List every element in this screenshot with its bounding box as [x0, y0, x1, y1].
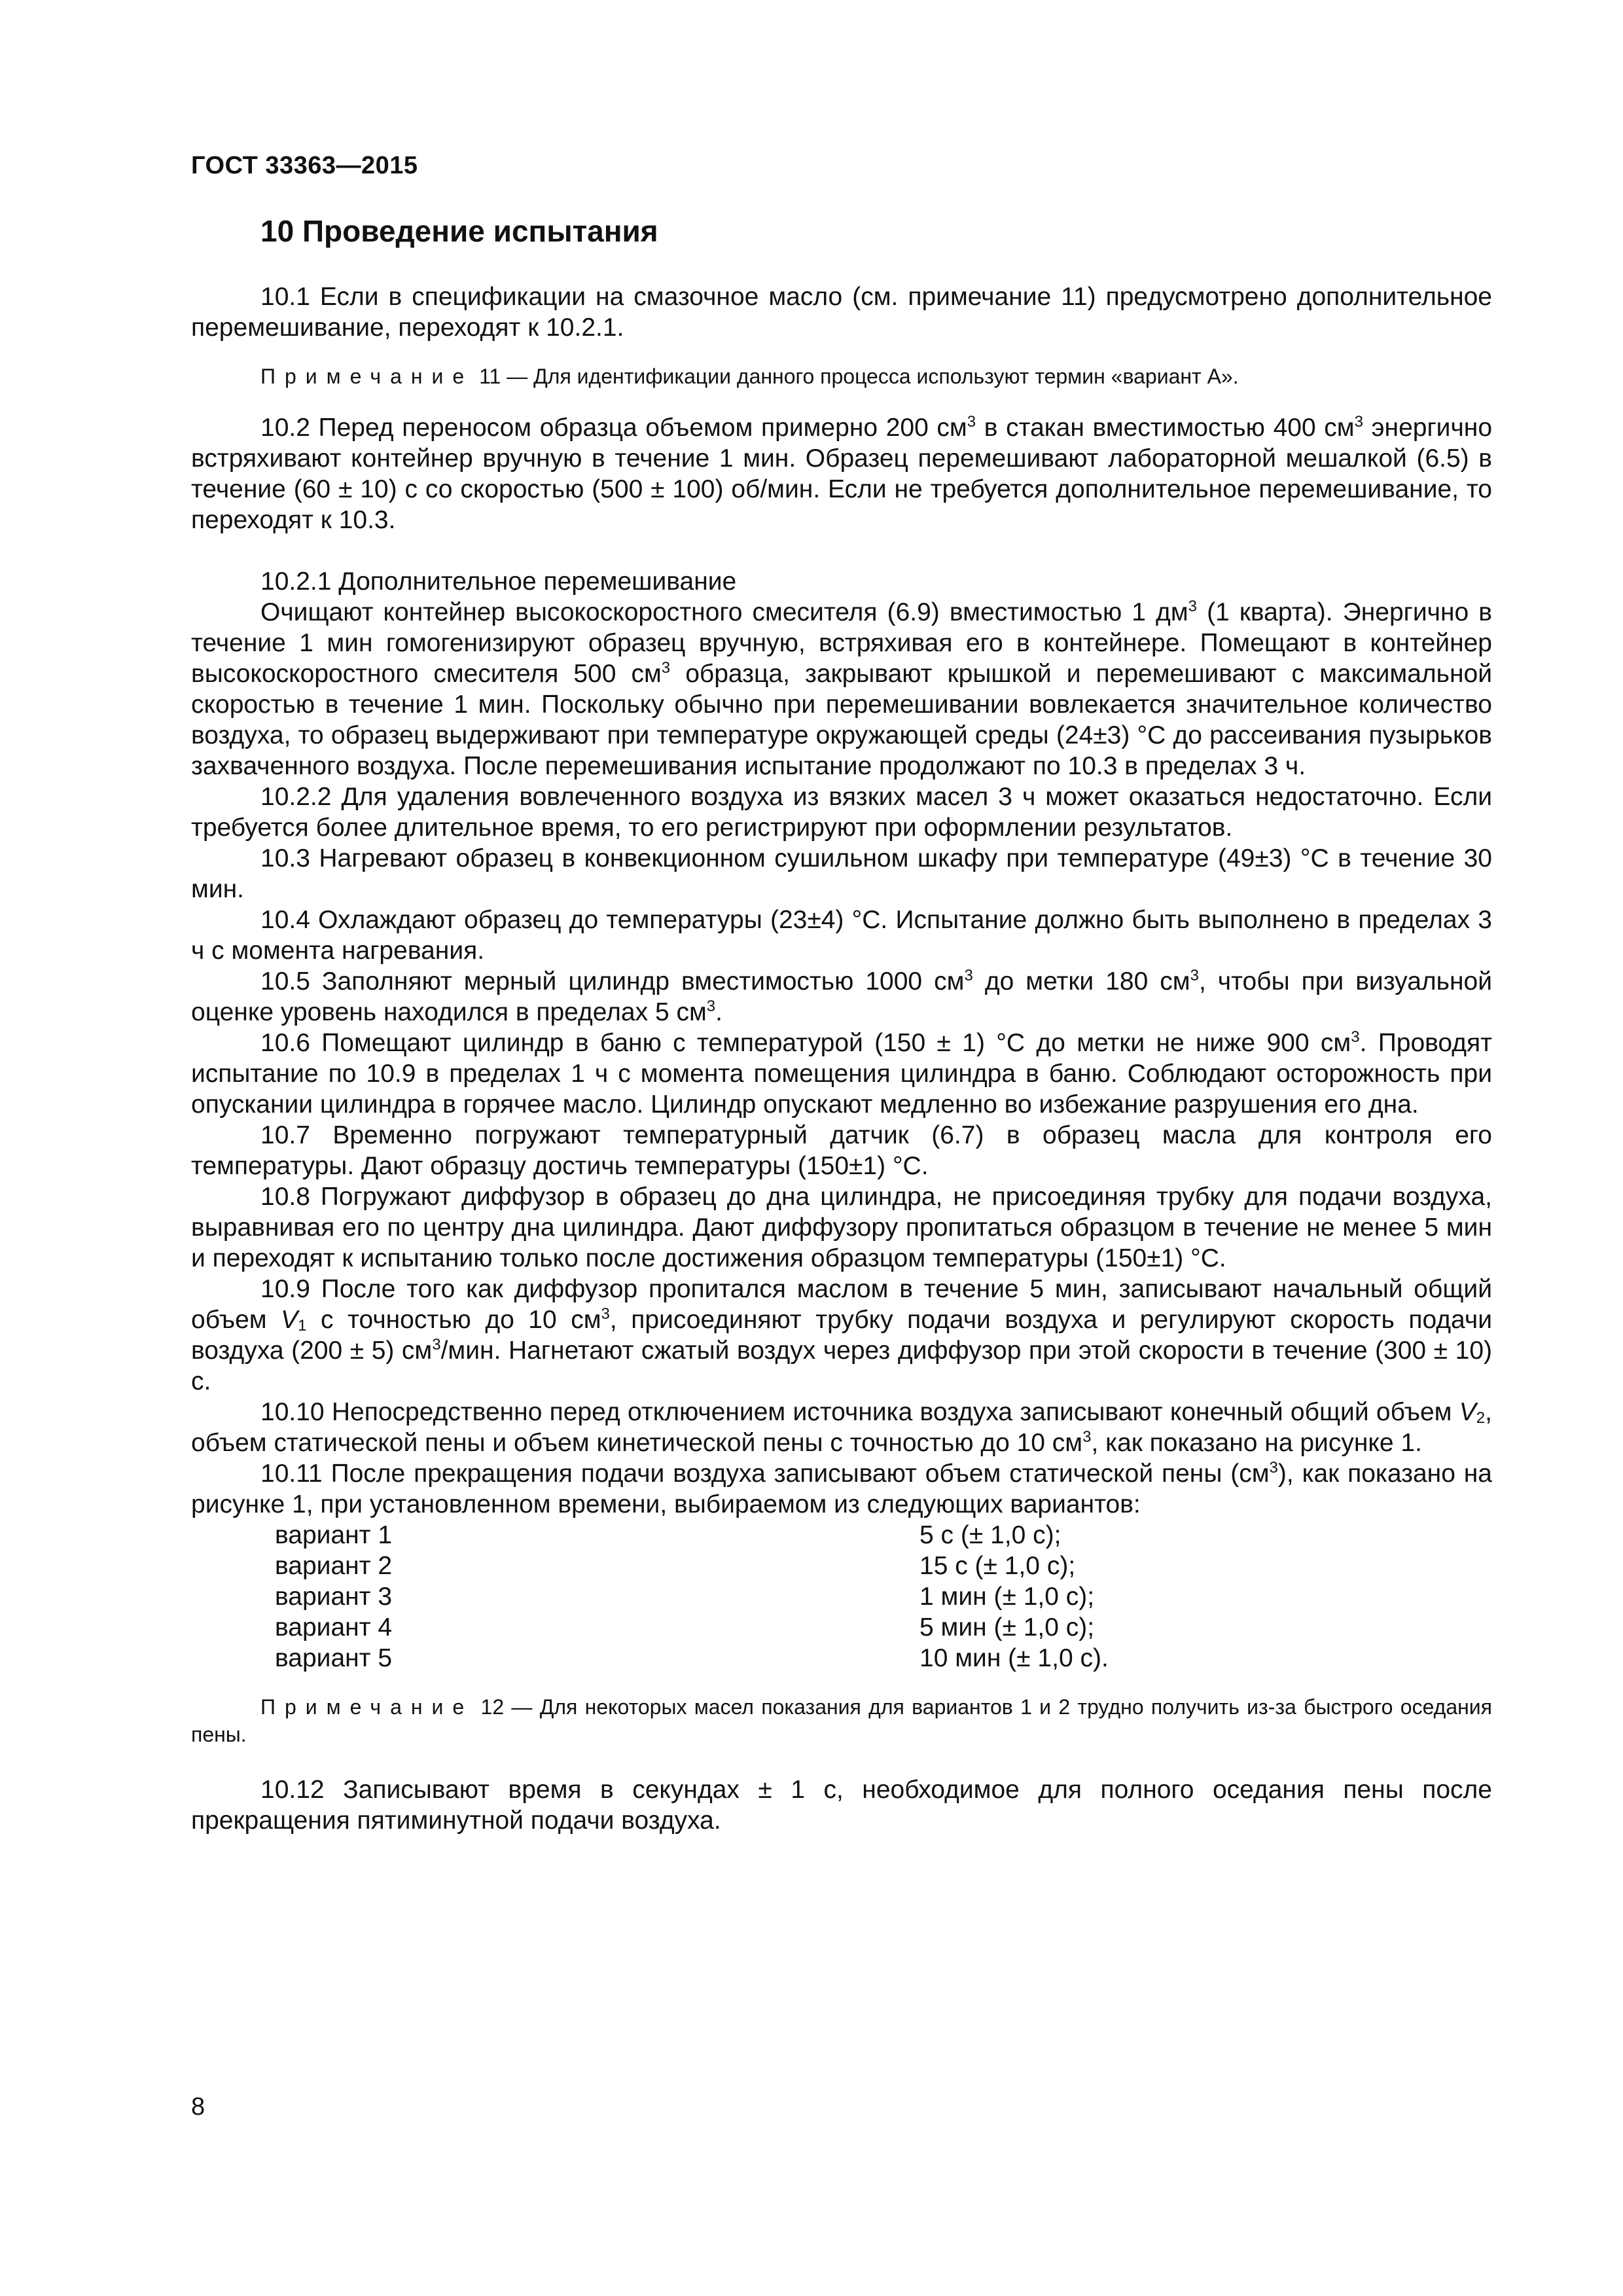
variant-value: 5 с (± 1,0 с); [919, 1521, 1061, 1549]
note-text: 11 — Для идентификации данного процесса используют термин «вариант А». [479, 365, 1239, 388]
paragraph-10-7: 10.7 Временно погружают температурный датчик (6.7) в образец масла для контроля его температуры. Дают образцу достичь температуры (150±1) °С. [191, 1121, 1492, 1180]
variant-value: 15 с (± 1,0 с); [919, 1552, 1076, 1580]
variant-value: 1 мин (± 1,0 с); [919, 1583, 1095, 1611]
list-item [191, 1551, 1492, 1581]
variant-name: вариант 4 [275, 1613, 393, 1641]
paragraph-10-4: 10.4 Охлаждают образец до температуры (23±4) °С. Испытание должно быть выполнено в пределах 3 ч с момента нагревания. [191, 906, 1492, 965]
paragraph-10-11: 10.11 После прекращения подачи воздуха записывают объем статической пены $(см^3)$, как показано на рисунке 1, при установленном времени, выбираемом из следующих вариантов: [191, 1459, 1492, 1518]
paragraph-10-6: 10.6 Помещают цилиндр в баню с температурой (150 ± 1) °С до метки не ниже 900 $см^3$. Проводят испытание по 10.9 в пределах 1 ч с момента помещения цилиндра в баню. Соблюдают осторожность при опускании цилиндра в горячее масло. Цилиндр опускают медленно во избежание разрушения его дна. [191, 1028, 1493, 1119]
note-text: 12 — Для некоторых масел показания для вариантов 1 и 2 трудно получить из-за быстрого оседания пены. [191, 1695, 1493, 1746]
list-item [191, 1612, 1492, 1643]
document-header: ГОСТ 33363—2015 [191, 152, 418, 179]
paragraph-10-2-1: Очищают контейнер высокоскоростного смесителя (6.9) вместимостью 1 $дм^3$ (1 кварта). Энергично в течение 1 мин гомогенизируют образец вручную, встряхивая его в контейнере. Помещают в контейнер высокоскоростного смесителя 500 $см^3$ образца, закрывают крышкой и перемешивают с максимальной скоростью в течение 1 мин. Поскольку обычно при перемешивании вовлекается значительное количество воздуха, то образец выдерживают при температуре окружающей среды (24±3) °С до рассеивания пузырьков захваченного воздуха. После перемешивания испытание продолжают по 10.3 в пределах 3 ч. [191, 598, 1493, 780]
section-title: 10 Проведение испытания [260, 214, 658, 248]
page-number: 8 [191, 2093, 205, 2121]
paragraph-10-2: 10.2 Перед переносом образца объемом примерно 200 $см^3$ в стакан вместимостью 400 $см^3$ энергично встряхивают контейнер вручную в течение 1 мин. Образец перемешивают лабораторной мешалкой (6.5) в течение (60 ± 10) с со скоростью (500 ± 100) об/мин. Если не требуется дополнительное перемешивание, то переходят к 10.3. [191, 413, 1493, 534]
variant-name: вариант 3 [275, 1583, 393, 1611]
list-item [191, 1520, 1492, 1551]
variant-name: вариант 1 [275, 1521, 393, 1549]
note-12 [191, 1693, 1492, 1748]
paragraph-10-1: 10.1 Если в спецификации на смазочное масло (см. примечание 11) предусмотрено дополнительное перемешивание, переходят к 10.2.1. [191, 283, 1492, 342]
paragraph-10-9: 10.9 После того как диффузор пропитался маслом в течение 5 мин, записывают начальный общий объем $V_1$ с точностью до 10 $см^3$, присоединяют трубку подачи воздуха и регулируют скорость подачи воздуха (200 ± 5) $см^3$/мин. Нагнетают сжатый воздух через диффузор при этой скорости в течение (300 ± 10) с. [191, 1275, 1492, 1395]
note-label: Примечание [260, 365, 474, 388]
paragraph-10-3: 10.3 Нагревают образец в конвекционном сушильном шкафу при температуре (49±3) °С в течение 30 мин. [191, 844, 1492, 903]
note-11 [191, 363, 1492, 390]
variant-name: вариант 5 [275, 1644, 393, 1672]
paragraph-10-5: 10.5 Заполняют мерный цилиндр вместимостью 1000 $см^3$ до метки 180 $см^3$, чтобы при визуальной оценке уровень находился в пределах 5 $см^3$. [191, 967, 1492, 1026]
variant-value: 10 мин (± 1,0 с). [919, 1644, 1109, 1672]
paragraph-10-2-2: 10.2.2 Для удаления вовлеченного воздуха из вязких масел 3 ч может оказаться недостаточно. Если требуется более длительное время, то его регистрируют при оформлении результатов. [191, 783, 1492, 842]
paragraph-10-8: 10.8 Погружают диффузор в образец до дна цилиндра, не присоединяя трубку для подачи воздуха, выравнивая его по центру дна цилиндра. Дают диффузору пропитаться образцом в течение не менее 5 мин и переходят к испытанию только после достижения образцом температуры (150±1) °С. [191, 1183, 1492, 1272]
section-body [191, 281, 1492, 1836]
list-item [191, 1643, 1492, 1674]
variant-name: вариант 2 [275, 1552, 393, 1580]
note-label: Примечание [260, 1695, 474, 1719]
list-item [191, 1581, 1492, 1612]
paragraph-10-2-1-title: 10.2.1 Дополнительное перемешивание [260, 567, 737, 596]
variants-list [191, 1520, 1492, 1674]
paragraph-10-10: 10.10 Непосредственно перед отключением источника воздуха записывают конечный общий объем $V_2$, объем статической пены и объем кинетической пены с точностью до 10 $см^3$, как показано на рисунке 1. [191, 1398, 1492, 1457]
variant-value: 5 мин (± 1,0 с); [919, 1613, 1095, 1641]
paragraph-10-12: 10.12 Записывают время в секундах ± 1 с, необходимое для полного оседания пены после прекращения пятиминутной подачи воздуха. [191, 1776, 1492, 1835]
